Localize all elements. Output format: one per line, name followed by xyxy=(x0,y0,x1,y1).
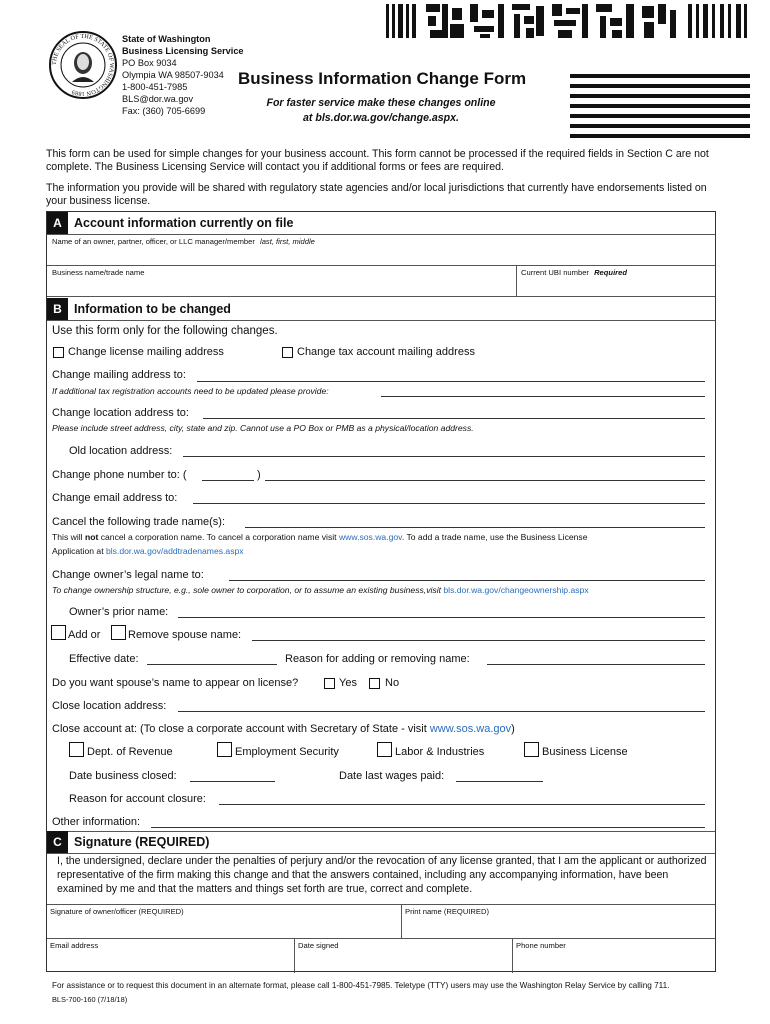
email-change-label: Change email address to: xyxy=(52,492,178,504)
cancel-note-not: not xyxy=(84,532,99,542)
signature-label: Signature of owner/officer (REQUIRED) xyxy=(50,907,184,916)
section-c-title: Signature (REQUIRED) xyxy=(74,835,210,849)
owner-name-field[interactable] xyxy=(47,247,715,265)
stripe-graphic xyxy=(570,74,750,142)
agency-fax: Fax: (360) 705-6699 xyxy=(122,106,206,116)
business-name-field[interactable] xyxy=(47,278,516,296)
cancel-note-pre: This will xyxy=(52,532,85,542)
cancel-note-post: . To add a trade name, use the Business License xyxy=(401,532,588,542)
email-address-label: Email address xyxy=(50,941,99,950)
phone-number-field[interactable] xyxy=(265,480,705,481)
svg-text:THE SEAL OF THE STATE OF WASHI: THE SEAL OF THE STATE OF WASHINGTON 1889 xyxy=(50,32,116,98)
close-account-text: Close account at: (To close a corporate account with Secretary of State - visit xyxy=(52,723,430,735)
reason-closure-label: Reason for account closure: xyxy=(69,793,206,805)
cancel-note-line2: Application at xyxy=(52,546,106,556)
add-spouse-checkbox[interactable] xyxy=(51,625,66,640)
agency-address-block xyxy=(122,33,244,117)
owner-name-hint: last, first, middle xyxy=(260,237,315,246)
ubi-label-text: Current UBI number xyxy=(521,268,589,277)
owner-legal-name-label: Change owner’s legal name to: xyxy=(52,569,204,581)
date-closed-label: Date business closed: xyxy=(69,770,177,782)
old-location-field[interactable] xyxy=(183,456,705,457)
remove-spouse-checkbox[interactable] xyxy=(111,625,126,640)
online-notice xyxy=(236,96,526,126)
section-b-title: Information to be changed xyxy=(74,302,231,316)
prior-name-label: Owner’s prior name: xyxy=(69,606,169,618)
spouse-yes-label: Yes xyxy=(339,677,357,689)
form-body xyxy=(46,211,716,972)
sos-link[interactable]: www.sos.wa.gov xyxy=(338,532,402,542)
intro-paragraph-1: This form can be used for simple changes for your business account. This form cannot be processed if the required fields in Section C are not complete. The Business Licensing Service will contact you if additional forms or fees are required. xyxy=(46,148,709,173)
print-name-field[interactable] xyxy=(402,917,715,938)
cancel-trade-label: Cancel the following trade name(s): xyxy=(52,516,226,528)
business-name-label: Business name/trade name xyxy=(52,268,145,277)
date-closed-field[interactable] xyxy=(190,781,275,782)
state-seal-logo xyxy=(48,30,118,100)
change-ownership-link[interactable]: bls.dor.wa.gov/changeownership.aspx xyxy=(443,585,589,595)
ownership-note xyxy=(52,583,589,597)
signature-field[interactable] xyxy=(47,917,401,938)
labor-industries-label: Labor & Industries xyxy=(395,746,485,758)
close-location-label: Close location address: xyxy=(52,700,167,712)
page-title: Business Information Change Form xyxy=(238,69,527,88)
spouse-question-label: Do you want spouse’s name to appear on license? xyxy=(52,677,299,689)
mailing-address-label: Change mailing address to: xyxy=(52,369,186,381)
section-b-letter: B xyxy=(47,298,68,320)
close-account-paren: ) xyxy=(511,723,515,735)
add-spouse-label: Add or xyxy=(68,629,101,641)
phone-paren-close: ) xyxy=(257,469,261,481)
intro-paragraph-2: The information you provide will be shared with regulatory state agencies and/or local jurisdictions that currently have endorsements listed on your business license. xyxy=(46,182,707,207)
prior-name-field[interactable] xyxy=(178,617,705,618)
license-mailing-checkbox[interactable] xyxy=(53,347,64,358)
date-signed-label: Date signed xyxy=(298,941,339,950)
cancel-trade-note xyxy=(52,530,702,558)
location-address-label: Change location address to: xyxy=(52,407,189,419)
declaration-text: I, the undersigned, declare under the penalties of perjury and/or the revocation of any license granted, that I am the applicant or authorized representative of the firm making this change and that the answers contained, including any accompanying information, have been examined by me and that the matters and things set forth are true, correct and complete. xyxy=(57,855,707,895)
reason-spouse-label: Reason for adding or removing name: xyxy=(285,653,470,665)
additional-tax-field[interactable] xyxy=(381,396,705,397)
print-name-label: Print name (REQUIRED) xyxy=(405,907,489,916)
section-c-header xyxy=(47,831,715,853)
spouse-name-field[interactable] xyxy=(252,640,705,641)
section-a-title: Account information currently on file xyxy=(74,216,294,230)
email-change-field[interactable] xyxy=(193,503,705,504)
owner-legal-name-field[interactable] xyxy=(229,580,705,581)
business-license-label: Business License xyxy=(542,746,628,758)
other-info-label: Other information: xyxy=(52,816,141,828)
spouse-no-label: No xyxy=(385,677,400,689)
business-license-checkbox[interactable] xyxy=(524,742,539,757)
phone-area-code-field[interactable] xyxy=(202,480,254,481)
old-location-label: Old location address: xyxy=(69,445,173,457)
ubi-field[interactable] xyxy=(517,278,715,296)
tax-mailing-checkbox[interactable] xyxy=(282,347,293,358)
agency-email: BLS@dor.wa.gov xyxy=(122,94,194,104)
reason-spouse-field[interactable] xyxy=(487,664,705,665)
date-wages-field[interactable] xyxy=(456,781,543,782)
online-notice-line2: at bls.dor.wa.gov/change.aspx. xyxy=(302,112,459,124)
spouse-no-checkbox[interactable] xyxy=(369,678,380,689)
other-info-field[interactable] xyxy=(151,827,705,828)
location-hint: Please include street address, city, state and zip. Cannot use a PO Box or PMB as a physical/location address. xyxy=(52,423,474,433)
tax-mailing-label: Change tax account mailing address xyxy=(297,346,475,358)
online-notice-line1: For faster service make these changes online xyxy=(266,97,496,109)
ubi-label xyxy=(521,268,627,278)
additional-tax-label: If additional tax registration accounts need to be updated please provide: xyxy=(52,386,329,396)
phone-number-label: Phone number xyxy=(516,941,566,950)
cancel-trade-field[interactable] xyxy=(245,527,705,528)
phone-number-field[interactable] xyxy=(513,951,715,972)
owner-name-label-text: Name of an owner, partner, officer, or LLC manager/member xyxy=(52,237,255,246)
assistance-footer: For assistance or to request this document in an alternate format, please call 1-800-451-7985. Teletype (TTY) users may use the Washington Relay Service by calling 711. xyxy=(52,981,670,990)
section-a-letter: A xyxy=(47,212,68,234)
mailing-address-field[interactable] xyxy=(197,381,705,382)
labor-industries-checkbox[interactable] xyxy=(377,742,392,757)
spouse-yes-checkbox[interactable] xyxy=(324,678,335,689)
cancel-note-mid: cancel a corporation name. To cancel a corporation name visit xyxy=(98,532,339,542)
close-account-label xyxy=(52,722,515,736)
employment-security-checkbox[interactable] xyxy=(217,742,232,757)
location-address-field[interactable] xyxy=(203,418,705,419)
remove-spouse-label: Remove spouse name: xyxy=(128,629,242,641)
section-a-header xyxy=(47,212,715,234)
use-only-text: Use this form only for the following changes. xyxy=(52,325,278,337)
date-wages-label: Date last wages paid: xyxy=(339,770,445,782)
license-mailing-label: Change license mailing address xyxy=(68,346,224,358)
email-address-field[interactable] xyxy=(47,951,294,972)
date-signed-field[interactable] xyxy=(295,951,512,972)
ownership-note-text: To change ownership structure, e.g., sole owner to corporation, or to assume an existing business,visit xyxy=(52,585,444,595)
reason-closure-field[interactable] xyxy=(219,804,705,805)
ubi-required: Required xyxy=(594,268,627,277)
barcode-graphic xyxy=(386,4,748,38)
effective-date-label: Effective date: xyxy=(69,653,139,665)
employment-security-label: Employment Security xyxy=(235,746,339,758)
owner-name-label xyxy=(52,237,315,247)
agency-service: Business Licensing Service xyxy=(122,46,244,56)
close-account-sos-link[interactable]: www.sos.wa.gov xyxy=(429,723,512,735)
section-b-header xyxy=(47,298,715,320)
agency-phone: 1-800-451-7985 xyxy=(122,82,188,92)
effective-date-field[interactable] xyxy=(147,664,277,665)
close-location-field[interactable] xyxy=(178,711,705,712)
agency-state: State of Washington xyxy=(122,34,211,44)
form-number: BLS-700-160 (7/18/18) xyxy=(52,995,128,1004)
section-c-letter: C xyxy=(47,831,68,853)
agency-po-box: PO Box 9034 xyxy=(122,58,177,68)
agency-city: Olympia WA 98507-9034 xyxy=(122,70,224,80)
add-tradenames-link[interactable]: bls.dor.wa.gov/addtradenames.aspx xyxy=(105,546,244,556)
dept-revenue-checkbox[interactable] xyxy=(69,742,84,757)
dept-revenue-label: Dept. of Revenue xyxy=(87,746,173,758)
phone-label: Change phone number to: ( xyxy=(52,469,187,481)
